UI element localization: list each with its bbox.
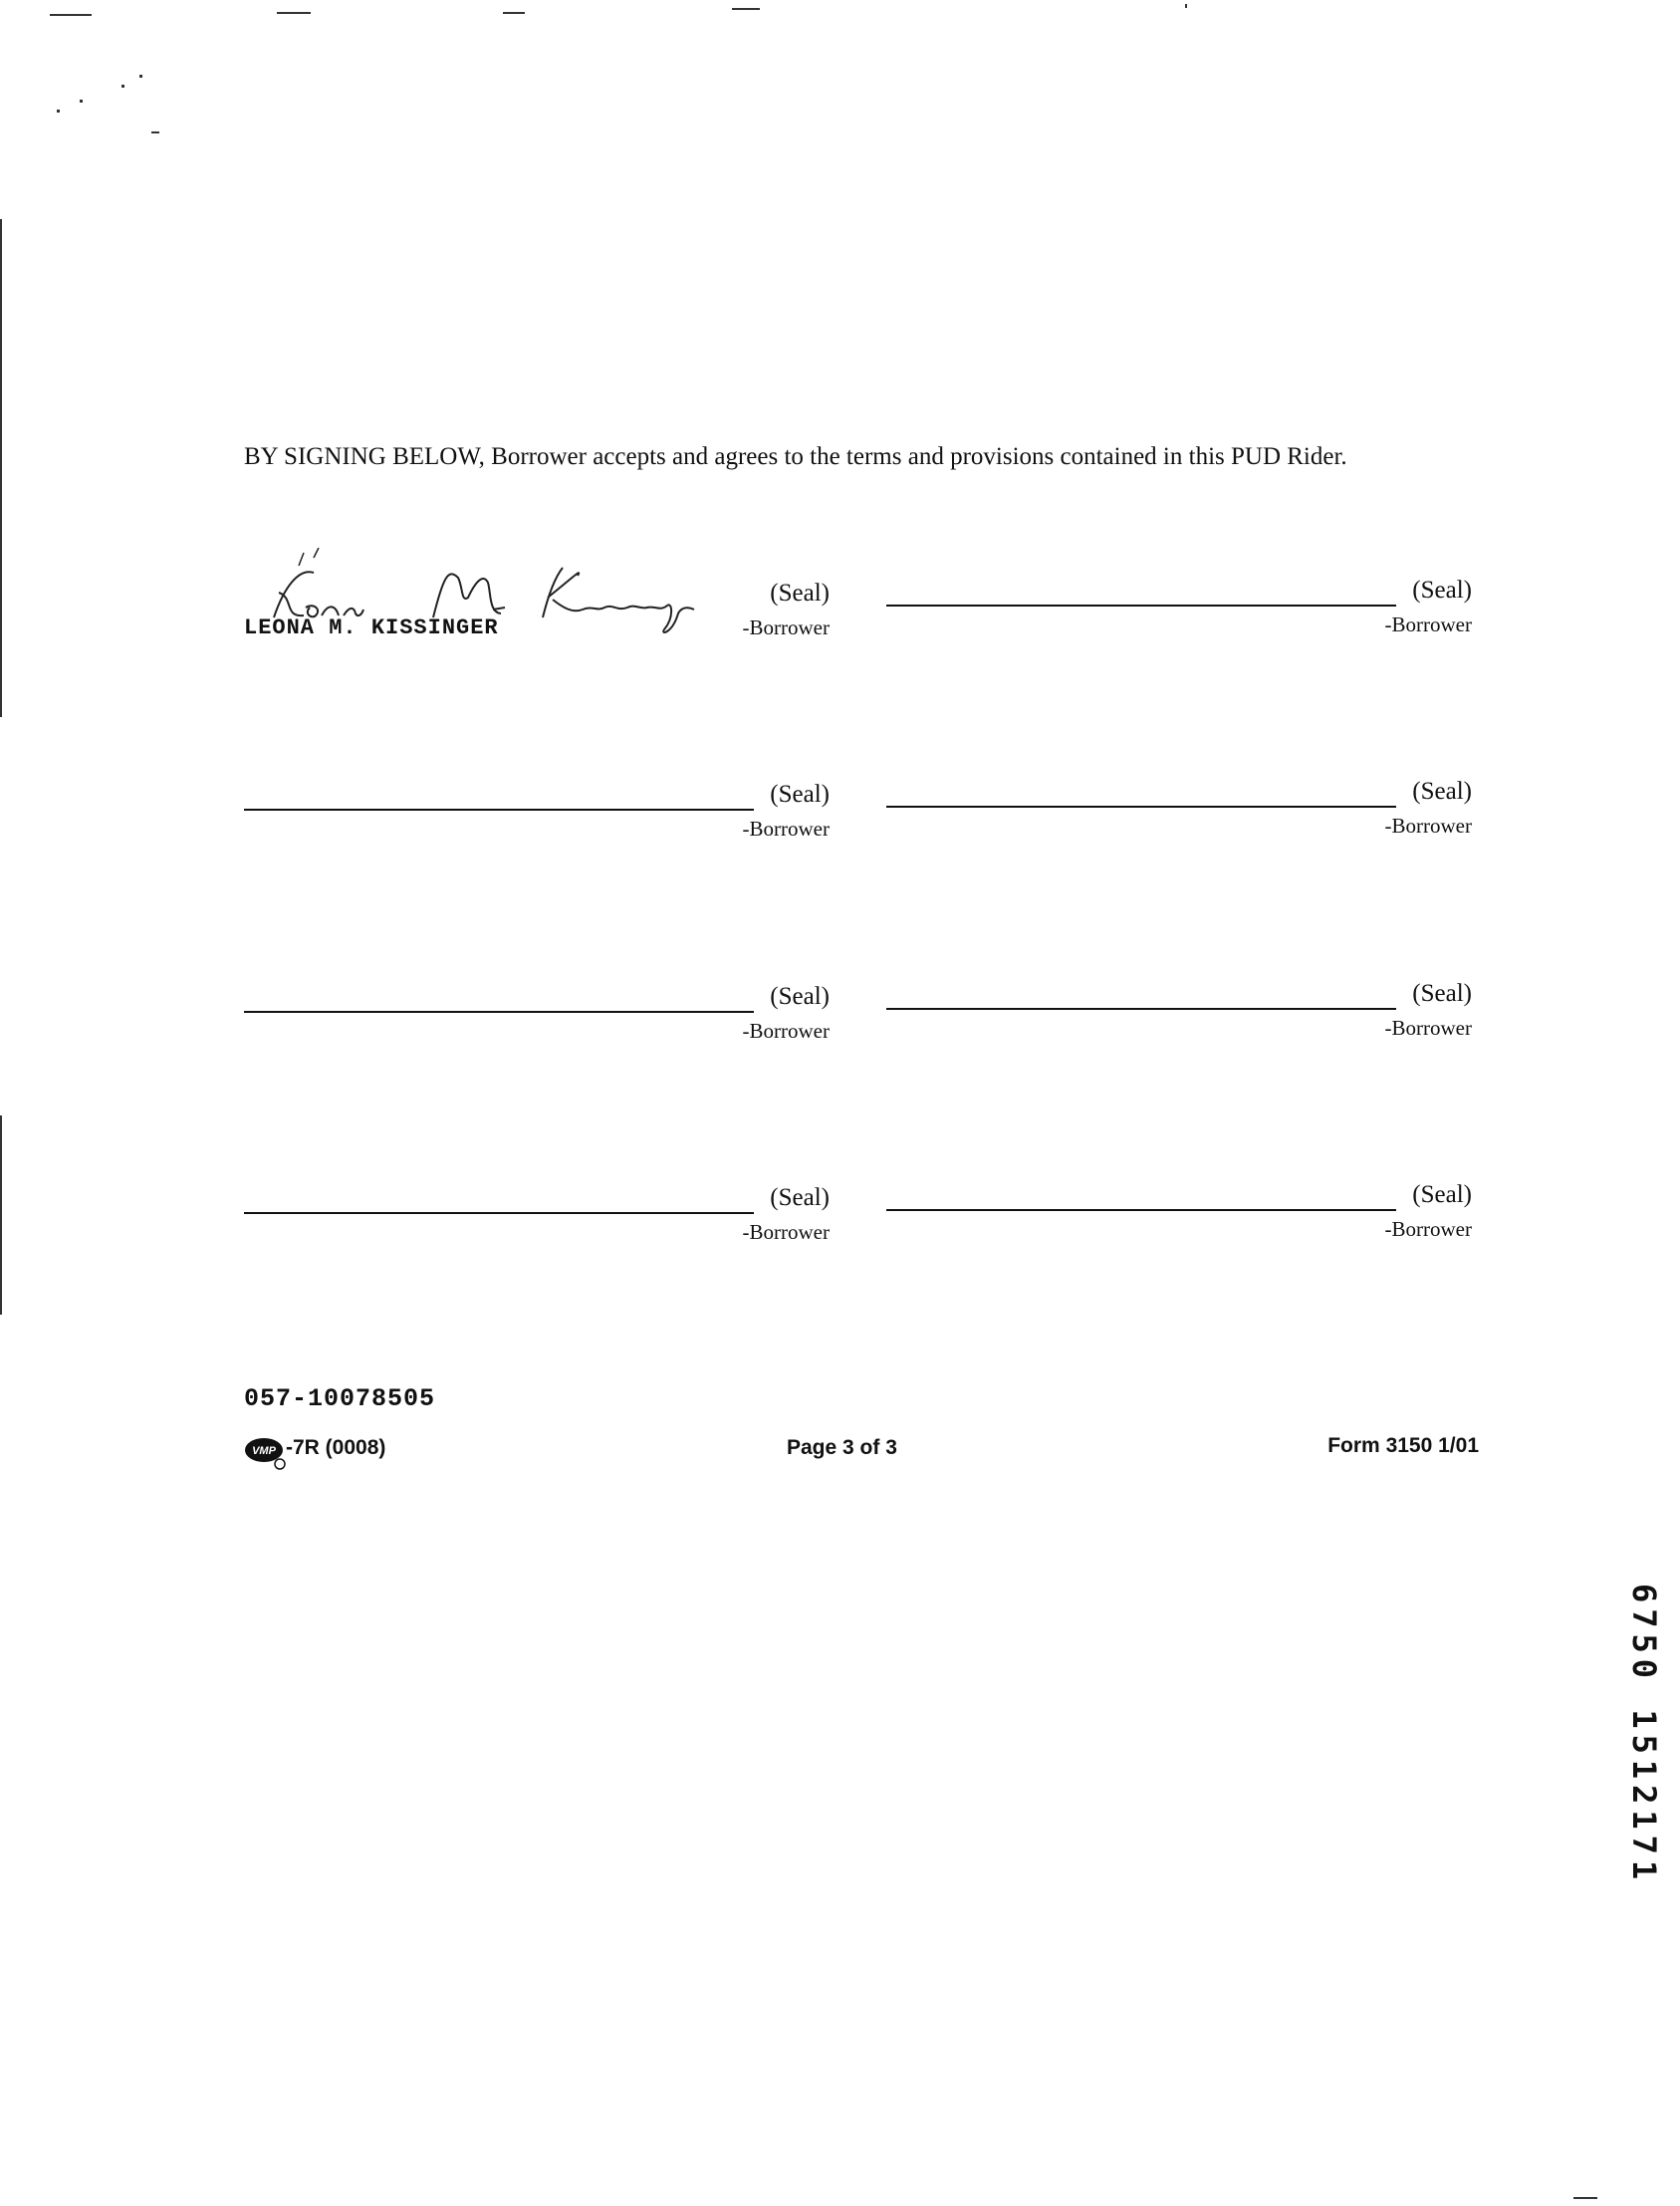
borrower-role-label: -Borrower: [1384, 1217, 1472, 1241]
loan-number: 057-10078505: [244, 1384, 436, 1413]
signature-block: [886, 1179, 1472, 1259]
seal-label: (Seal): [770, 781, 830, 808]
scan-artifact: [50, 14, 92, 16]
svg-text:VMP: VMP: [252, 1445, 276, 1457]
scan-artifact: [732, 8, 760, 10]
acceptance-statement: BY SIGNING BELOW, Borrower accepts and agrees to the terms and provisions contained in this PUD Rider.: [244, 443, 1347, 470]
borrower-role-label: -Borrower: [742, 1220, 830, 1244]
seal-label: (Seal): [1412, 980, 1472, 1007]
borrower-printed-name: LEONA M. KISSINGER: [244, 615, 499, 640]
signature-block: [244, 981, 830, 1061]
seal-label: (Seal): [770, 580, 830, 607]
page-indicator: Page 3 of 3: [787, 1436, 897, 1459]
document-id: 6750 1512171: [1625, 1584, 1663, 1886]
scan-artifact: [57, 110, 60, 113]
signature-block: [244, 1182, 830, 1262]
form-number: Form 3150 1/01: [1327, 1434, 1479, 1457]
signature-block: [886, 776, 1472, 856]
seal-label: (Seal): [1412, 577, 1472, 604]
borrower-role-label: -Borrower: [742, 615, 830, 639]
borrower-role-label: -Borrower: [742, 1019, 830, 1043]
left-edge-line: [0, 1115, 2, 1315]
scan-artifact: [1185, 4, 1187, 8]
borrower-role-label: -Borrower: [1384, 1016, 1472, 1040]
form-footer: [244, 1434, 1479, 1474]
scan-artifact: [80, 100, 83, 103]
signature-block: [886, 575, 1472, 654]
document-id-stamp: [1613, 1584, 1673, 1962]
signature-line: [886, 1209, 1396, 1211]
signature-line: [244, 1011, 754, 1013]
signature-line: [886, 605, 1396, 607]
scan-artifact: [277, 12, 311, 14]
scan-artifact: [151, 131, 159, 133]
signature-line: [244, 809, 754, 811]
vmp-logo-icon: [244, 1436, 288, 1470]
scan-artifact: [121, 85, 124, 88]
borrower-role-label: -Borrower: [742, 817, 830, 841]
borrower-role-label: -Borrower: [1384, 814, 1472, 838]
borrower-role-label: -Borrower: [1384, 613, 1472, 636]
left-edge-line: [0, 219, 2, 717]
form-code: -7R (0008): [286, 1436, 386, 1459]
scan-artifact: [503, 12, 525, 14]
signature-line: [244, 1212, 754, 1214]
signature-block: [244, 578, 830, 657]
seal-label: (Seal): [1412, 778, 1472, 805]
scan-artifact: [139, 75, 142, 78]
signature-block: [886, 978, 1472, 1058]
scan-artifact: [1573, 2197, 1597, 2199]
seal-label: (Seal): [770, 983, 830, 1010]
signature-line: [886, 1008, 1396, 1010]
signature-line: [886, 806, 1396, 808]
seal-label: (Seal): [770, 1184, 830, 1211]
signature-block: [244, 779, 830, 858]
seal-label: (Seal): [1412, 1181, 1472, 1208]
